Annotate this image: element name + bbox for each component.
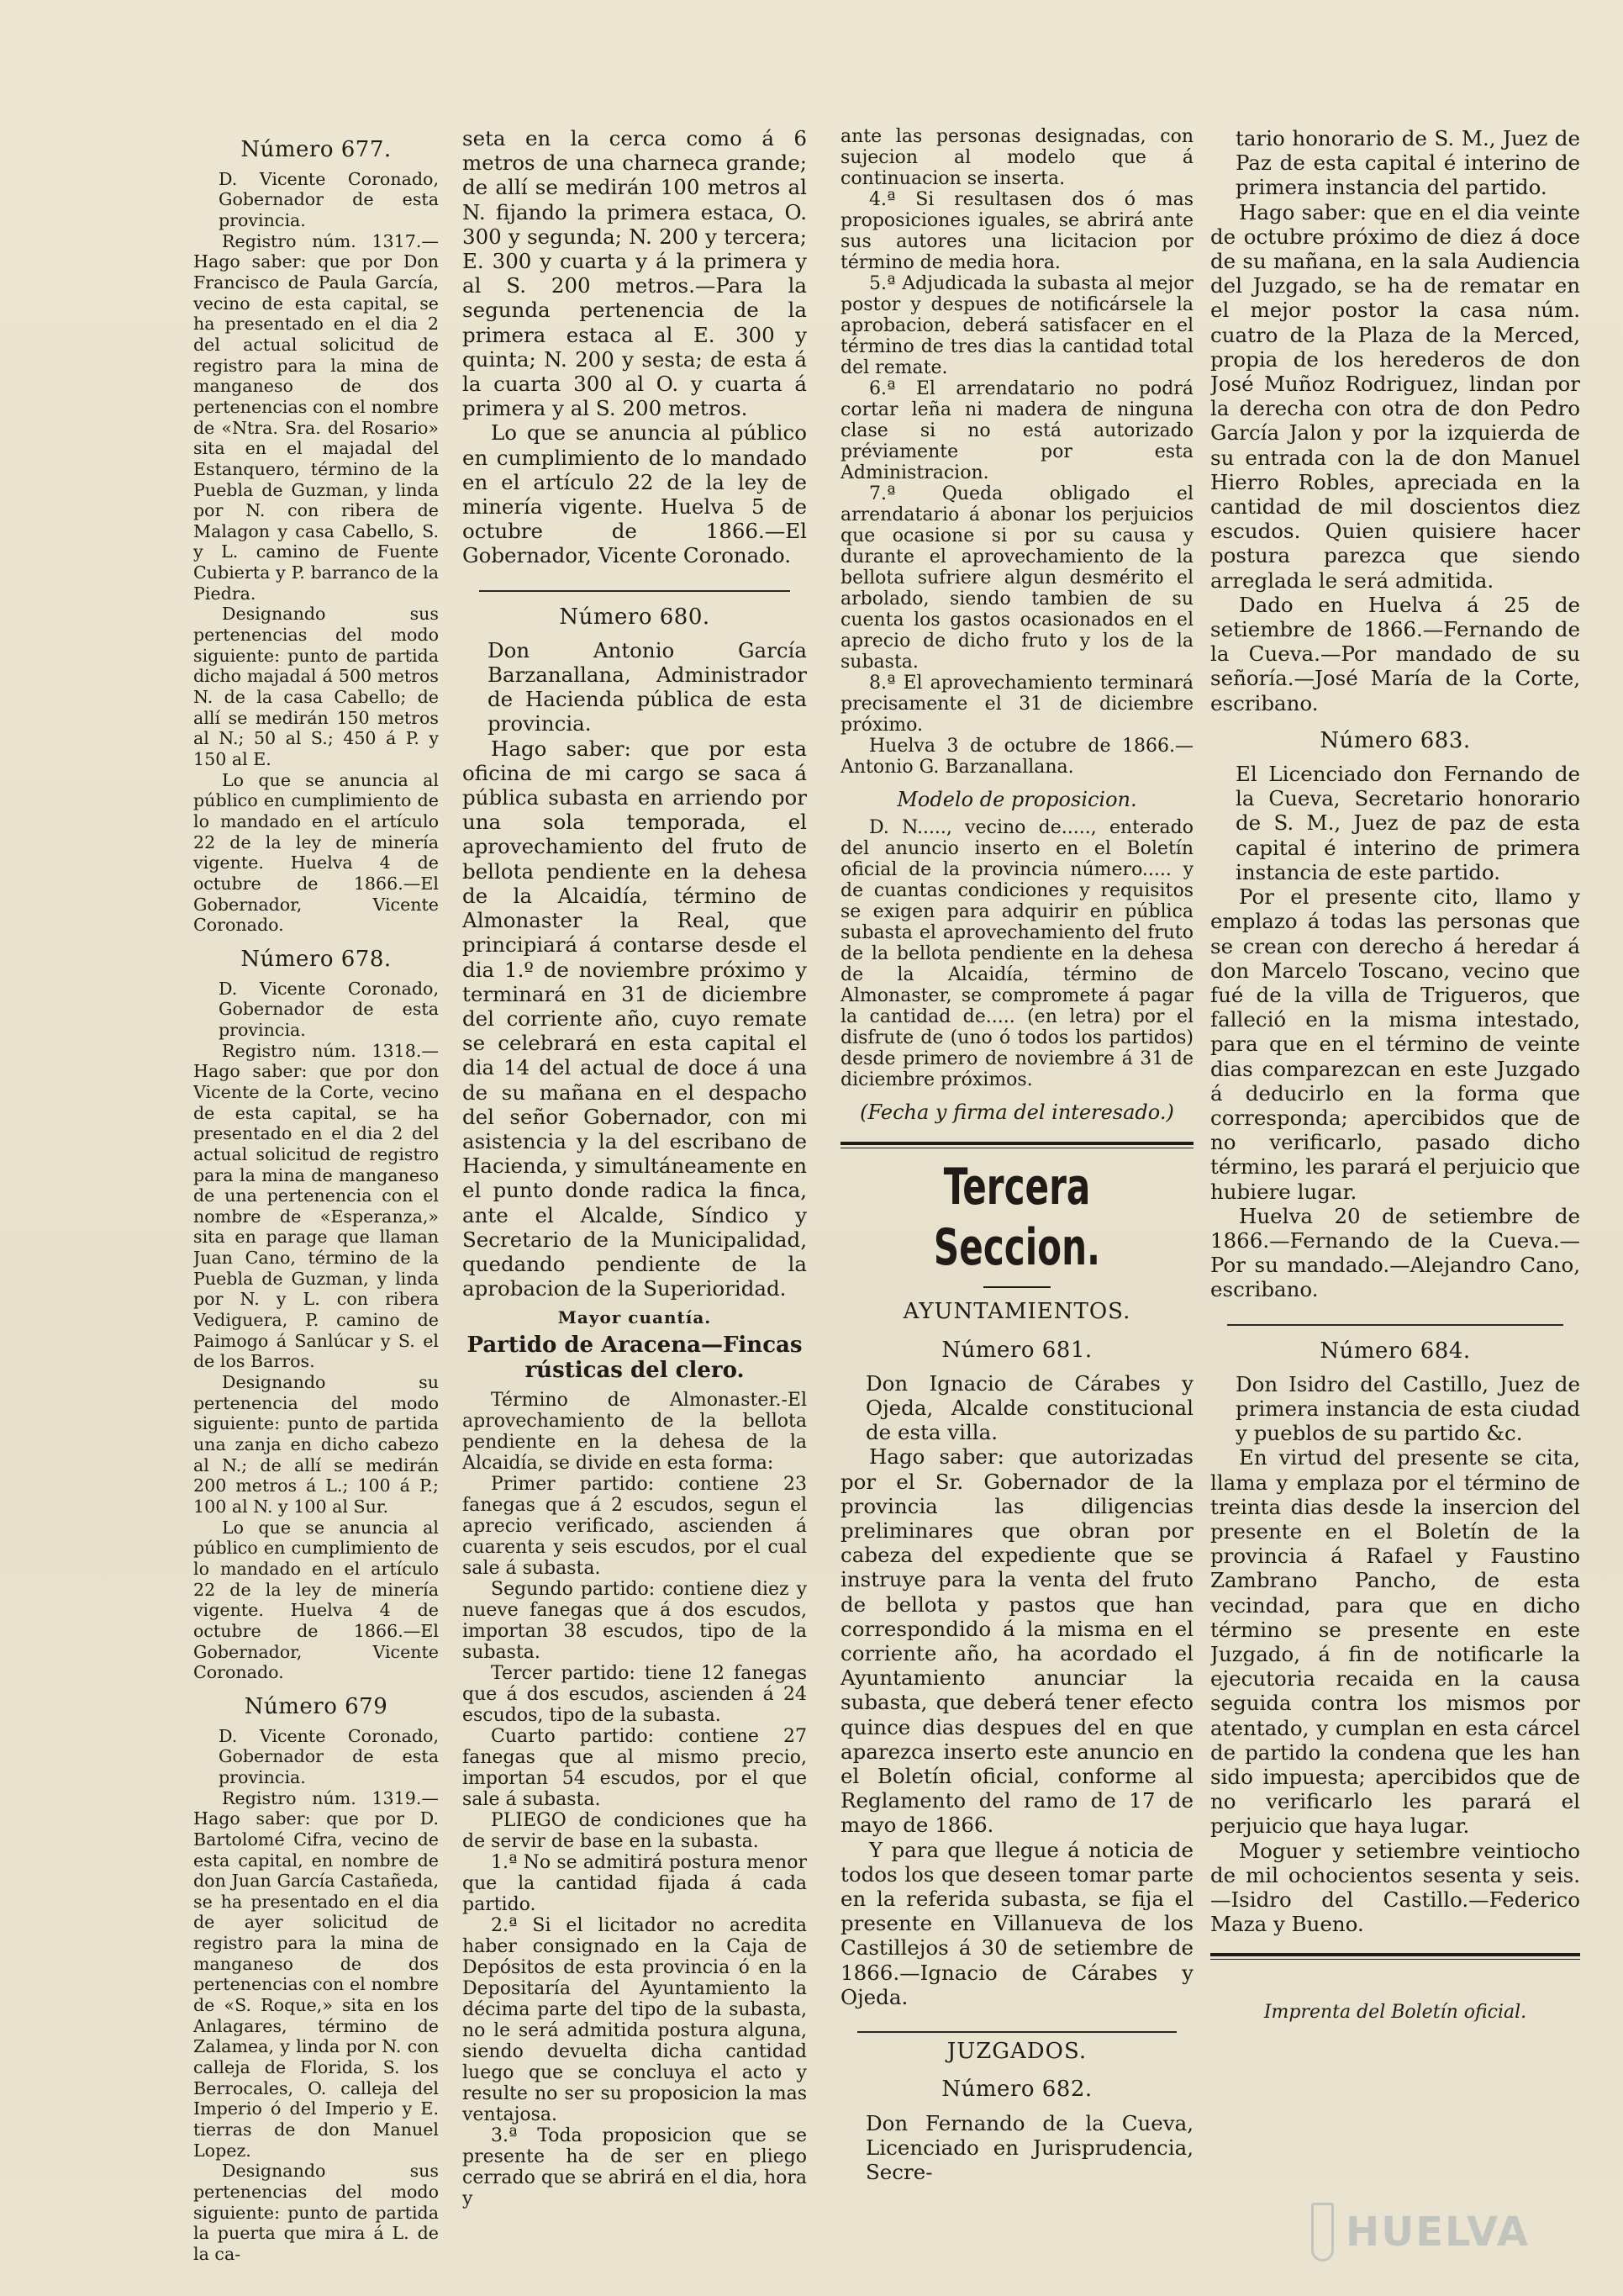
notice-issuer: Don Isidro del Castillo, Juez de primera instancia de esta ciudad y pueblos de su partido &c. [1236,1371,1580,1446]
watermark-text: HUELVA [1346,2209,1530,2256]
notice-paragraph: Primer partido: contiene 23 fanegas que á 2 escudos, segun el aprecio verificado, ascienden á cuarenta y seis escudos, por el cual sale á subasta. [462,1473,807,1579]
notice-issuer: D. Vicente Coronado, Gobernador de esta provincia. [219,168,439,230]
notice-paragraph: 6.ª El arrendatario no podrá cortar leña ni madera de ninguna clase si no está autorizado préviamente por esta Administracion. [840,378,1194,483]
notice-paragraph: 2.ª Si el licitador no acredita haber consignado en la Caja de Depósitos de esta provincia ó en la Depositaría del Ayuntamiento la décima parte del tipo de la subasta, no le será admitida postura alguna, siendo devuelta dicha cantidad luego que se concluya el acto y resulte no ser su proposicion la mas ventajosa. [462,1914,807,2125]
section-subheading: AYUNTAMIENTOS. [903,1299,1131,1325]
notice-number: Número 683. [1320,727,1471,753]
section-divider [479,590,790,592]
notice-paragraph: 7.ª Queda obligado el arrendatario á abonar los perjuicios que ocasione si por su causa y durante el aprovechamiento de la bellota sufriere algun desmérito el arbolado, siendo tambien de su cuenta los gastos ocasionados en el aprecio de dicho fruto y los de la subasta. [840,483,1194,673]
notice-paragraph: Designando sus pertenencias del modo siguiente: punto de partida dicho majadal á 500 metros N. de la casa Cabello; de allí se medirán 150 metros al N.; 50 al S.; 450 á P. y 150 al E. [193,604,439,770]
notice-paragraph: Término de Almonaster.-El aprovechamiento de la bellota pendiente en la dehesa de la Alcaidía, se divide en esta forma: [462,1389,807,1474]
section-subheading: JUZGADOS. [946,2039,1088,2065]
notice-paragraph: Tercer partido: tiene 12 fanegas que á dos escudos, ascienden á 24 escudos, tipo de la subasta. [462,1662,807,1726]
notice-paragraph: PLIEGO de condiciones que ha de servir de base en la subasta. [462,1809,807,1852]
section-divider [1227,1324,1563,1326]
notice-paragraph: Segundo partido: contiene diez y nueve fanegas que á dos escudos, importan 38 escudos, tipo de la subasta. [462,1578,807,1663]
printer-imprint: Imprenta del Boletín oficial. [1263,2002,1527,2024]
notice-number: Número 678. [240,946,392,972]
section-title: Tercera Seccion. [933,1158,1101,1278]
notice-paragraph: 8.ª El aprovechamiento terminará precisamente el 31 de diciembre próximo. [840,673,1194,736]
subsection-title: Partido de Aracena—Fincas rústicas del clero. [466,1332,803,1383]
notice-paragraph: 4.ª Si resultasen dos ó mas proposiciones iguales, se abrirá ante sus autores una licitacion por término de media hora. [840,189,1194,273]
notice-paragraph: Lo que se anuncia al público en cumplimiento de lo mandado en el artículo 22 de la ley de minería vigente. Huelva 5 de octubre de 1866.—El Gobernador, Vicente Coronado. [462,420,807,568]
short-divider [983,1286,1051,1288]
italic-caption: Modelo de proposicion. [897,788,1137,811]
notice-number: Número 682. [941,2077,1093,2103]
notice-issuer: El Licenciado don Fernando de la Cueva, Secretario honorario de S. M., Juez de paz de esta capital é interino de primera instancia de este partido. [1236,762,1580,884]
notice-issuer: Don Ignacio de Cárabes y Ojeda, Alcalde constitucional de esta villa. [866,1370,1194,1445]
double-rule-divider [840,1142,1194,1148]
column-3 [840,126,1194,2278]
shield-icon [1311,2203,1334,2262]
archive-watermark [1311,2186,1530,2278]
notice-issuer: Don Fernando de la Cueva, Licenciado en Jurisprudencia, Secre- [866,2110,1194,2184]
notice-paragraph: Registro núm. 1319.—Hago saber: que por D. Bartolomé Cifra, vecino de esta capital, en nombre de don Juan García Castañeda, se ha presentado en el dia de ayer solicitud de registro para la mina de manganeso de dos pertenencias con el nombre de «S. Roque,» sita en los Anlagares, término de Zalamea, y linda por N. con calleja de Florida, S. los Berrocales, O. calleja del Imperio ó del Imperio y E. tierras de don Manuel Lopez. [193,1787,439,2161]
column-1 [193,126,439,2278]
double-rule-divider [1210,1953,1580,1960]
notice-number: Número 680. [559,604,710,630]
notice-issuer: D. Vicente Coronado, Gobernador de esta provincia. [219,1725,439,1787]
notice-paragraph: Hago saber: que en el dia veinte de octubre próximo de diez á doce de su mañana, en la sala Audiencia del Juzgado, se ha de rematar en el mejor postor la casa núm. cuatro de la Plaza de la Merced, propia de los herederos de don José Muñoz Rodriguez, lindan por la derecha con otra de don Pedro García Jalon y por la izquierda de su entrada con la de don Manuel Hierro Robles, apreciada en la cantidad de mil doscientos diez escudos. Quien quisiere hacer postura parezca que siendo arreglada le será admitida. [1210,199,1580,593]
notice-paragraph: Designando su pertenencia del modo siguiente: punto de partida una zanja en dicho cabezo al N.; de allí se medirán 200 metros á L.; 100 á P.; 100 al N. y 100 al Sur. [193,1372,439,1517]
notice-number: Número 684. [1320,1338,1471,1364]
column-4 [1210,126,1580,2278]
notice-paragraph: Y para que llegue á noticia de todos los que deseen tomar parte en la referida subasta, se fija el presente en Villanueva de los Castillejos á 30 de setiembre de 1866.—Ignacio de Cárabes y Ojeda. [840,1837,1194,2009]
notice-number: Número 677. [240,137,392,162]
notice-number: Número 681. [941,1337,1093,1363]
notice-paragraph: seta en la cerca como á 6 metros de una charneca grande; de allí se medirán 100 metros al N. fijando la primera estaca, O. 300 y segunda; N. 200 y tercera; E. 300 y cuarta y á la primera y al S. 200 metros.—Para la segunda pertenencia de la primera estaca al E. 300 y quinta; N. 200 y sesta; de esta á la cuarta 300 al O. y cuarta á primera y al S. 200 metros. [462,126,807,421]
notice-paragraph: Por el presente cito, llamo y emplazo á todas las personas que se crean con derecho á heredar á don Marcelo Toscano, vecino que fué de la villa de Trigueros, que falleció en la misma intestado, para que en el término de veinte dias comparezcan en este Juzgado á deducirlo en la forma que corresponda; apercibidos que de no verificarlo, pasado dicho término, les parará el perjuicio que hubiere lugar. [1210,884,1580,1204]
notice-paragraph: Huelva 3 de octubre de 1866.—Antonio G. Barzanallana. [840,736,1194,778]
notice-issuer: tario honorario de S. M., Juez de Paz de esta capital é interino de primera instancia del partido. [1236,126,1580,200]
notice-paragraph: Registro núm. 1317.—Hago saber: que por Don Francisco de Paula García, vecino de esta capital, se ha presentado en el dia 2 del actual solicitud de registro para la mina de manganeso de dos pertenencias con el nombre de «Ntra. Sra. del Rosario» sita en el majadal del Estanquero, término de la Puebla de Guzman, y linda por N. con ribera de Malagon y casa Cabello, S. y L. camino de Fuente Cubierta y P. barranco de la Piedra. [193,230,439,604]
notice-paragraph: Cuarto partido: contiene 27 fanegas que al mismo precio, importan 54 escudos, por el que sale á subasta. [462,1725,807,1810]
notice-paragraph: 5.ª Adjudicada la subasta al mejor postor y despues de notificársele la aprobacion, deberá satisfacer en el término de tres dias la cantidad total del remate. [840,273,1194,378]
notice-paragraph: Lo que se anuncia al público en cumplimiento de lo mandado en el artículo 22 de la ley de minería vigente. Huelva 4 de octubre de 1866.—El Gobernador, Vicente Coronado. [193,769,439,936]
notice-paragraph: Moguer y setiembre veintiocho de mil ochocientos sesenta y seis.—Isidro del Castillo.—Federico Maza y Bueno. [1210,1838,1580,1937]
notice-paragraph: Hago saber: que por esta oficina de mi cargo se saca á pública subasta en arriendo por una sola temporada, el aprovechamiento del fruto de bellota pendiente en la dehesa de la Alcaidía, término de Almonaster la Real, que principiará á contarse desde el dia 1.º de noviembre próximo y terminará en 31 de diciembre del corriente año, cuyo remate se celebrará en esta capital el dia 14 del actual de doce á una de su mañana en el despacho del señor Gobernador, con mi asistencia y la del escribano de Hacienda, y simultáneamente en el punto donde radica la finca, ante el Alcalde, Síndico y Secretario de la Municipalidad, quedando pendiente de la aprobacion de la Superioridad. [462,736,807,1301]
category-label: Mayor cuantía. [557,1307,712,1328]
notice-issuer: D. Vicente Coronado, Gobernador de esta provincia. [219,978,439,1040]
notice-paragraph: Hago saber: que autorizadas por el Sr. Gobernador de la provincia las diligencias preliminares que obran por cabeza del expediente que se instruye para la venta del fruto de bellota y pastos que han correspondido á la misma en el corriente año, ha acordado el Ayuntamiento anunciar la subasta, que deberá tener efecto quince dias despues del en que aparezca inserto este anuncio en el Boletín oficial, conforme al Reglamento del ramo de 17 de mayo de 1866. [840,1444,1194,1838]
column-2 [462,126,807,2278]
notice-paragraph: ante las personas designadas, con sujecion al modelo que á continuacion se inserta. [840,126,1194,189]
section-divider [857,2031,1177,2033]
notice-paragraph: En virtud del presente se cita, llama y emplaza por el término de treinta dias desde la insercion del presente en el Boletín de la provincia á Rafael y Faustino Zambrano Pancho, de esta vecindad, para que en dicho término se presente en este Juzgado, á fin de notificarle la ejecutoria recaida en la causa seguida contra los mismos por atentado, y cumplan en esta cárcel de partido la condena que les han sido impuesta; apercibidos que de no verificarlo les parará el perjuicio que haya lugar. [1210,1445,1580,1839]
notice-paragraph: Huelva 20 de setiembre de 1866.—Fernando de la Cueva.—Por su mandado.—Alejandro Cano, escribano. [1210,1203,1580,1302]
notice-paragraph: Dado en Huelva á 25 de setiembre de 1866.—Fernando de la Cueva.—Por mandado de su señoría.—José María de la Corte, escribano. [1210,592,1580,715]
notice-number: Número 679 [244,1693,388,1719]
notice-paragraph: 1.ª No se admitirá postura menor que la cantidad fijada á cada partido. [462,1851,807,1915]
notice-paragraph: Designando sus pertenencias del modo siguiente: punto de partida la puerta que mira á L. de la ca- [193,2161,439,2264]
notice-paragraph: Lo que se anuncia al público en cumplimiento de lo mandado en el artículo 22 de la ley de minería vigente. Huelva 4 de octubre de 1866.—El Gobernador, Vicente Coronado. [193,1517,439,1683]
italic-caption: (Fecha y firma del interesado.) [860,1100,1174,1125]
notice-paragraph: Registro núm. 1318.—Hago saber: que por don Vicente de la Corte, vecino de esta capital, se ha presentado en el dia 2 del actual solicitud de registro para la mina de manganeso de una pertenencia con el nombre de «Esperanza,» sita en parage que llaman Juan Cano, término de la Puebla de Guzman, y linda por N. y L. con ribera Vediguera, P. camino de Paimogo á Sanlúcar y S. el de los Barros. [193,1040,439,1372]
notice-issuer: Don Antonio García Barzanallana, Administrador de Hacienda pública de esta provincia. [487,637,807,736]
notice-paragraph: D. N....., vecino de....., enterado del anuncio inserto en el Boletín oficial de la provincia número..... y de cuantas condiciones y requisitos se exigen para adquirir en pública subasta el aprovechamiento del fruto de la bellota pendiente en la dehesa de la Alcaidía, término de Almonaster, se compromete á pagar la cantidad de..... (en letra) por el disfrute de (uno ó todos los partidos) desde primero de noviembre á 31 de diciembre próximos. [840,817,1194,1091]
notice-paragraph: 3.ª Toda proposicion que se presente ha de ser en pliego cerrado que se abrirá en el dia, hora y [462,2124,807,2209]
